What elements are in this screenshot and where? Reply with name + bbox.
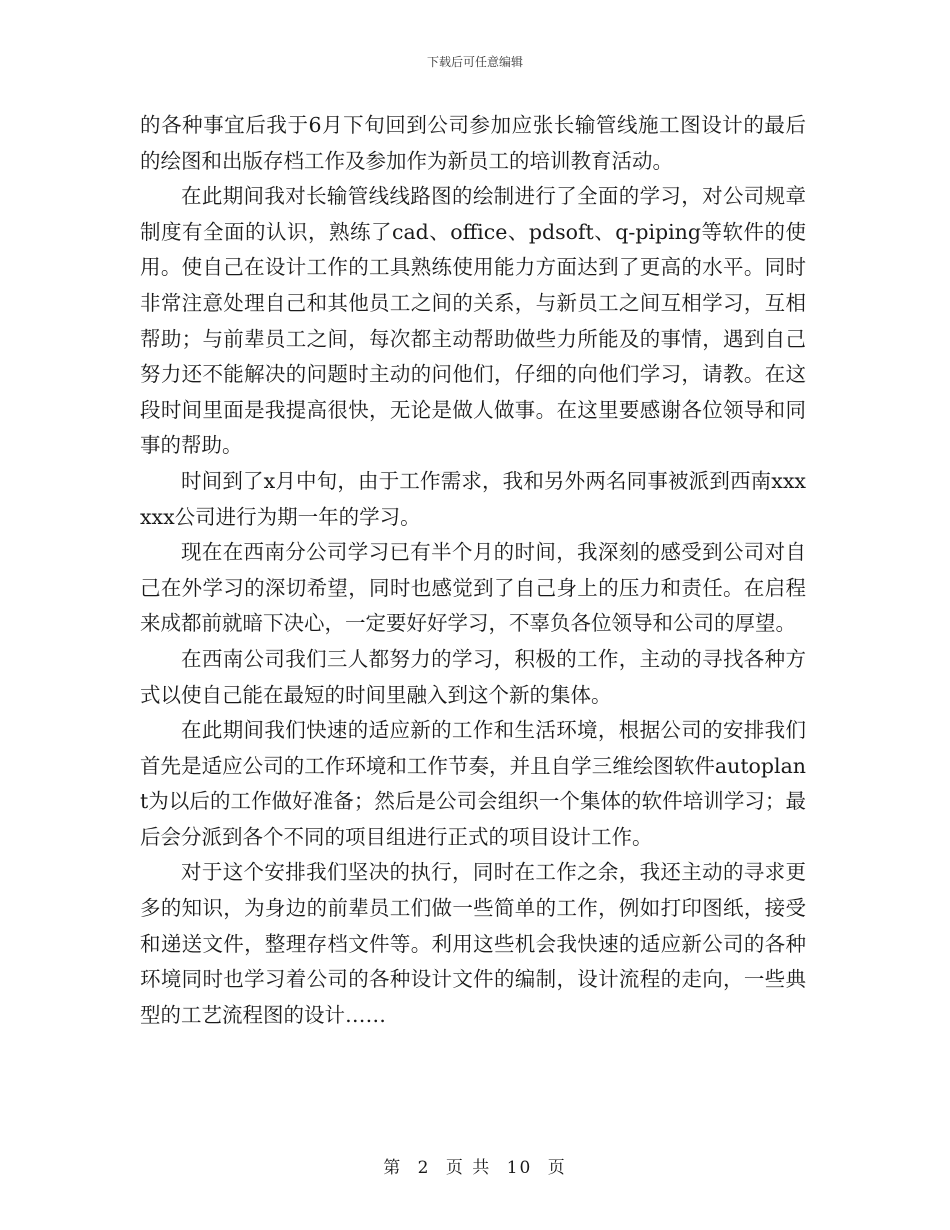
paragraph: 在西南公司我们三人都努力的学习，积极的工作，主动的寻找各种方式以使自己能在最短的时间里融入到这个新的集体。: [140, 646, 806, 707]
footer-prefix: 第: [383, 1158, 403, 1178]
paragraph: 在此期间我对长输管线线路图的绘制进行了全面的学习，对公司规章制度有全面的认识，熟练了cad、office、pdsoft、q-piping等软件的使用。使自己在设计工作的工具熟练使用能力方面达到了更高的水平。同时非常注意处理自己和其他员工之间的关系，与新员工之间互相学习，互相帮助；与前辈员工之间，每次都主动帮助做些力所能及的事情，遇到自己努力还不能解决的问题时主动的问他们，仔细的向他们学习，请教。在这段时间里面是我提高很快，无论是做人做事。在这里要感谢各位领导和同事的帮助。: [140, 184, 806, 458]
page-header: 下载后可任意编辑: [426, 55, 523, 69]
paragraph: 的各种事宜后我于6月下旬回到公司参加应张长输管线施工图设计的最后的绘图和出版存档工作及参加作为新员工的培训教育活动。: [140, 113, 806, 173]
paragraph: 在此期间我们快速的适应新的工作和生活环境，根据公司的安排我们首先是适应公司的工作环境和工作节奏，并且自学三维绘图软件autoplant为以后的工作做好准备；然后是公司会组织一个集体的软件培训学习；最后会分派到各个不同的项目组进行正式的项目设计工作。: [140, 718, 806, 849]
footer-suffix: 页: [547, 1158, 567, 1178]
current-page-number: 2: [417, 1158, 431, 1178]
paragraph: 对于这个安排我们坚决的执行，同时在工作之余，我还主动的寻求更多的知识，为身边的前辈员工们做一些简单的工作，例如打印图纸，接受和递送文件，整理存档文件等。利用这些机会我快速的适应新公司的各种环境同时也学习着公司的各种设计文件的编制，设计流程的走向，一些典型的工艺流程图的设计……: [140, 860, 806, 1027]
paragraph: 时间到了x月中旬，由于工作需求，我和另外两名同事被派到西南xxxxxx公司进行为期一年的学习。: [140, 468, 806, 529]
page-footer: [0, 1153, 950, 1178]
paragraph: 现在在西南分公司学习已有半个月的时间，我深刻的感受到公司对自己在外学习的深切希望，同时也感觉到了自己身上的压力和责任。在启程来成都前就暗下决心，一定要好好学习，不辜负各位领导和公司的厚望。: [140, 540, 806, 636]
document-body: [140, 108, 806, 1033]
footer-middle: 页 共: [445, 1158, 492, 1178]
total-page-count: 10: [506, 1158, 533, 1178]
